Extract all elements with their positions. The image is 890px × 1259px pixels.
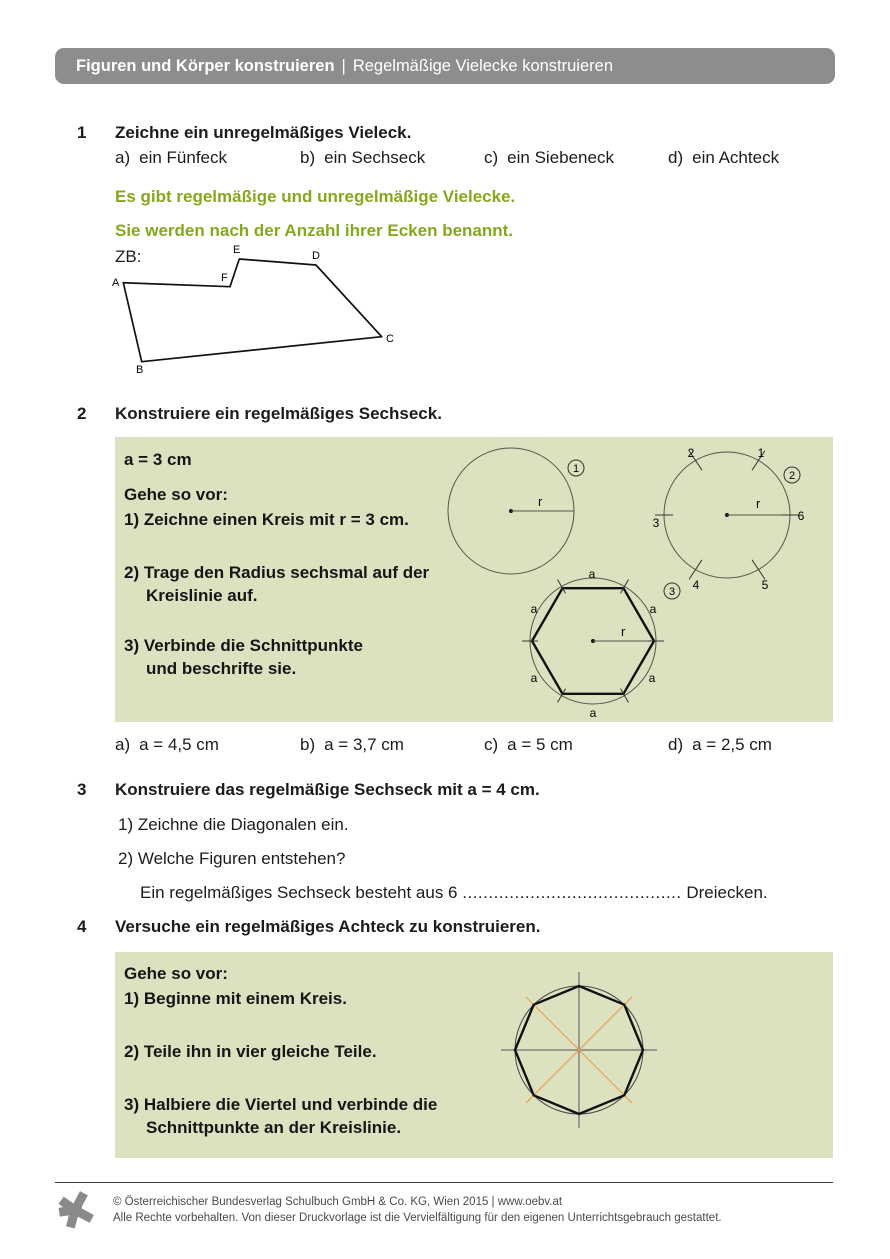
step-3-line-1: 3) Verbinde die Schnittpunkte [124,636,363,655]
step-1-line-1: 1) Zeichne einen Kreis mit r = 3 cm. [124,510,409,529]
exercise1-options-row [0,148,890,170]
side-label-bottom: a [589,706,597,720]
exercise1-option-a [115,148,227,168]
exercise2-option-b [300,735,404,755]
octagon-construction-diagram [115,952,833,1158]
exercise2-title: Konstruiere ein regelmäßiges Sechseck. [115,404,442,423]
hexagon-construction-diagrams [115,437,833,722]
exercise1-title: Zeichne ein unregelmäßiges Vieleck. [115,123,412,142]
exercise4-number: 4 [77,917,87,936]
exercise2-heading [77,404,442,424]
irregular-polygon-diagram [105,240,405,380]
side-label-lower-right: a [648,671,656,685]
option-label: b) [300,148,316,167]
header-divider: | [341,56,346,75]
footer-divider-line [55,1182,833,1183]
step-1-line-1: 1) Beginne mit einem Kreis. [124,989,347,1008]
side-label-upper-left: a [530,602,538,616]
point-number-6: 6 [797,509,805,523]
exercise1-option-c [484,148,614,168]
exercise4-title: Versuche ein regelmäßiges Achteck zu konstruieren. [115,917,541,936]
oebv-logo [55,1189,95,1229]
option-text: ein Siebeneck [507,148,614,167]
example-label: ZB: [115,247,142,266]
exercise2-option-a [115,735,219,755]
option-label: d) [668,148,684,167]
step-2-line-2: Kreislinie auf. [146,586,258,605]
worksheet-header-bar [55,48,835,84]
exercise2-number: 2 [77,404,87,423]
exercise3-heading [77,780,540,800]
exercise2-instruction-box [115,437,833,722]
step-2-line-1: 2) Trage den Radius sechsmal auf der [124,563,430,582]
exercise1-number: 1 [77,123,87,142]
point-number-1: 1 [757,446,765,460]
oebv-logo-asterisk [58,1191,93,1228]
option-label: a) [115,735,131,754]
octagon-diagram [501,972,657,1128]
polygon-vertex-label-B: B [136,364,144,376]
exercise3-item1: 1) Zeichne die Diagonalen ein. [118,815,349,834]
header-title-bold: Figuren und Körper konstruieren [76,56,335,75]
option-label: a) [115,148,131,167]
point-number-3: 3 [652,516,660,530]
step-2-line-1: 2) Teile ihn in vier gleiche Teile. [124,1042,377,1061]
option-text: a = 5 cm [507,735,573,754]
option-text: a = 2,5 cm [692,735,772,754]
step-3-line-2: und beschrifte sie. [146,659,297,678]
option-text: ein Fünfeck [139,148,228,167]
option-text: ein Sechseck [324,148,426,167]
fill-in-blank: .......................................... [462,883,682,902]
option-text: ein Achteck [692,148,780,167]
construction-step2-circle [653,446,805,592]
irregular-polygon-outline [123,259,381,362]
exercise4-heading [77,917,540,937]
polygon-vertex-label-E: E [233,244,241,256]
construction-step3-hexagon [522,567,680,720]
exercise2-options-row [0,735,890,757]
option-label: c) [484,148,499,167]
side-label-upper-right: a [649,602,657,616]
fill-suffix: Dreiecken. [686,883,768,902]
header-title-regular: Regelmäßige Vielecke konstruieren [352,56,613,75]
step-3-line-2: Schnittpunkte an der Kreislinie. [146,1118,402,1137]
step-marker-2: 2 [788,470,796,482]
polygon-vertex-label-D: D [312,250,320,262]
procedure-intro: Gehe so vor: [124,964,228,983]
construction-step1-circle [448,448,584,574]
side-label-top: a [588,567,596,581]
polygon-vertex-label-F: F [221,272,228,284]
exercise3-number: 3 [77,780,87,799]
given-measure: a = 3 cm [124,450,192,469]
option-label: c) [484,735,499,754]
option-text: a = 4,5 cm [139,735,219,754]
exercise1-option-d [668,148,779,168]
footer-rights-line: Alle Rechte vorbehalten. Von dieser Druckvorlage ist die Vervielfältigung für den eigenen Unterrichtsgebrauch gestattet. [113,1212,722,1224]
option-text: a = 3,7 cm [324,735,404,754]
radius-label: r [538,494,543,509]
exercise2-option-c [484,735,573,755]
exercise3-title: Konstruiere das regelmäßige Sechseck mit a = 4 cm. [115,780,540,799]
exercise4-instruction-box [115,952,833,1158]
exercise2-option-d [668,735,772,755]
footer-copyright-line: © Österreichischer Bundesverlag Schulbuch GmbH & Co. KG, Wien 2015 | www.oebv.at [113,1196,563,1208]
procedure-intro: Gehe so vor: [124,485,228,504]
polygon-vertex-label-C: C [386,333,394,345]
step-marker-1: 1 [572,463,580,475]
exercise3-item2: 2) Welche Figuren entstehen? [118,849,346,868]
side-label-lower-left: a [530,671,538,685]
exercise1-note-line2: Sie werden nach der Anzahl ihrer Ecken benannt. [115,221,514,240]
step-marker-3: 3 [668,586,676,598]
option-label: b) [300,735,316,754]
option-label: d) [668,735,684,754]
step-3-line-1: 3) Halbiere die Viertel und verbinde die [124,1095,438,1114]
radius-label: r [756,496,761,511]
fill-prefix: Ein regelmäßiges Sechseck besteht aus 6 [140,883,458,902]
point-number-4: 4 [692,578,700,592]
exercise3-fill-sentence [140,883,768,903]
point-number-2: 2 [687,446,695,460]
exercise1-note-line1: Es gibt regelmäßige und unregelmäßige Vielecke. [115,187,516,206]
exercise1-heading [77,123,411,143]
radius-label: r [621,624,626,639]
polygon-vertex-label-A: A [112,277,120,289]
exercise1-option-b [300,148,425,168]
point-number-5: 5 [761,578,769,592]
